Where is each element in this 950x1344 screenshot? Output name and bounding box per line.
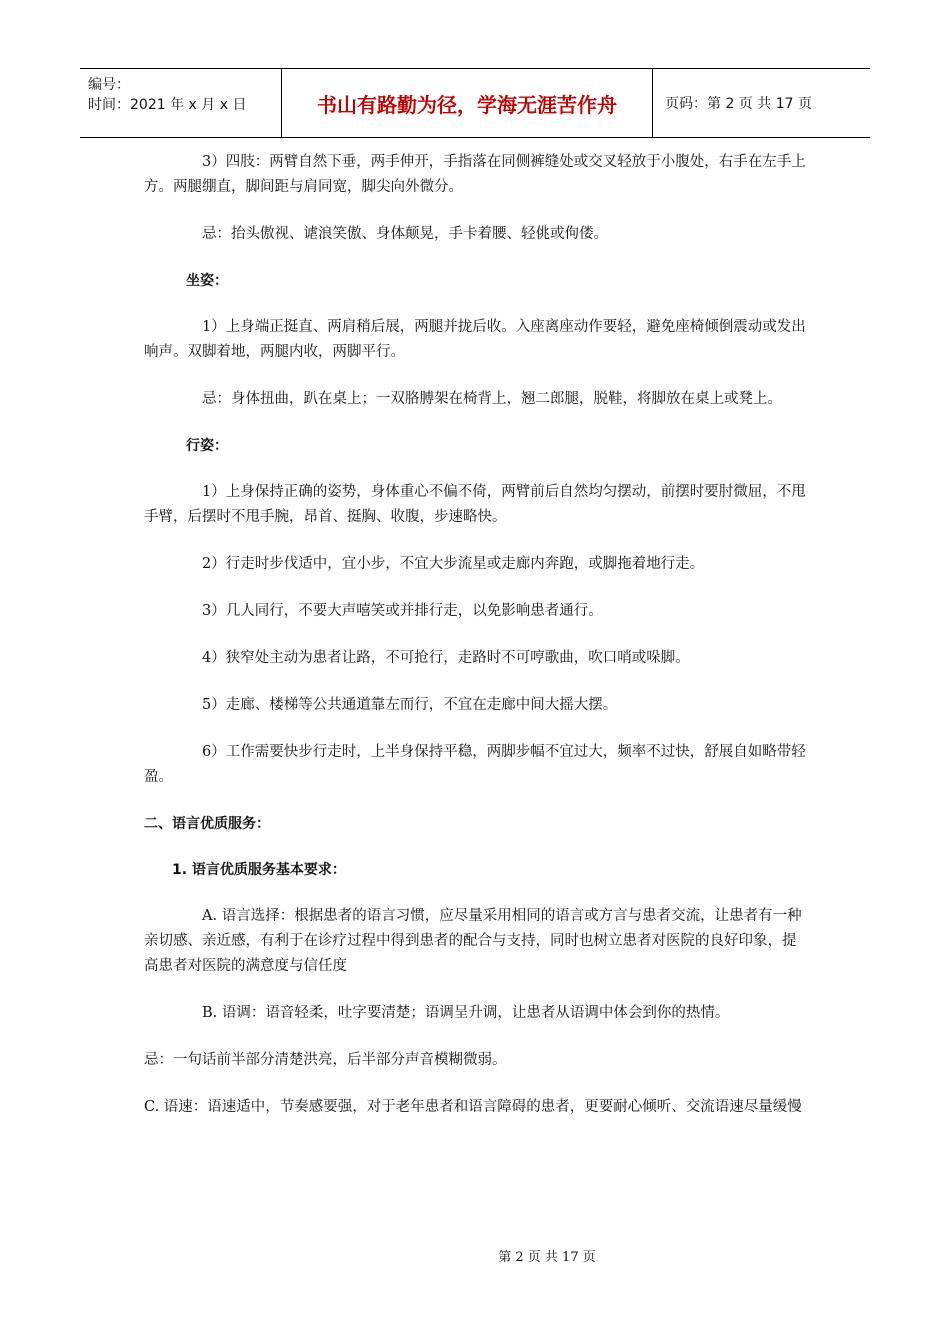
heading-language-service: 二、语言优质服务：: [144, 816, 270, 832]
document-number-label: 编号：: [88, 77, 130, 93]
paragraph-walking-4: 4）狭窄处主动为患者让路，不可抢行，走路时不可哼歌曲，吹口哨或哚脚。: [202, 650, 690, 666]
header-page-info: 页码：第 2 页 共 17 页: [665, 96, 812, 112]
paragraph-intonation: B. 语调：语音轻柔，吐字要清楚；语调呈升调，让患者从语调中体会到你的热情。: [202, 1005, 730, 1021]
paragraph-standing-taboo: 忌：抬头傲视、谑浪笑傲、身体颠晃，手卡着腰、轻佻或佝偻。: [202, 226, 608, 242]
paragraph-walking-1: 1）上身保持正确的姿势，身体重心不偏不倚，两臂前后自然均匀摆动，前摆时要肘微屈，不甩手臂，后摆时不甩手腕，昂首、挺胸、收腹，步速略快。: [144, 484, 806, 525]
paragraph-limbs: 3）四肢：两臂自然下垂，两手伸开，手指落在同侧裤缝处或交叉轻放于小腹处，右手在左手上方。两腿绷直，脚间距与肩同宽，脚尖向外微分。: [144, 154, 806, 195]
paragraph-walking-3: 3）几人同行，不要大声嘻笑或并排行走，以免影响患者通行。: [202, 603, 603, 619]
paragraph-speech-rate: C. 语速：语速适中，节奏感要强，对于老年患者和语言障碍的患者，更要耐心倾听、交流语速尽量缓慢: [144, 1099, 802, 1115]
paragraph-sitting-1: 1）上身端正挺直、两肩稍后展，两腿并拢后收。入座离座动作要轻，避免座椅倾倒震动或发出响声。双脚着地，两腿内收，两脚平行。: [144, 319, 806, 360]
document-date: 时间：2021 年 x 月 x 日: [88, 97, 247, 113]
paragraph-walking-2: 2）行走时步伐适中，宜小步，不宜大步流星或走廊内奔跑，或脚拖着地行走。: [202, 556, 705, 572]
paragraph-walking-6: 6）工作需要快步行走时，上半身保持平稳，两脚步幅不宜过大，频率不过快，舒展自如略带轻盈。: [144, 744, 806, 785]
paragraph-walking-5: 5）走廊、楼梯等公共通道靠左而行，不宜在走廊中间大摇大摆。: [202, 697, 618, 713]
header-meta: [80, 69, 282, 137]
heading-sitting: 坐姿：: [186, 273, 228, 289]
header-motto: 书山有路勤为径，学海无涯苦作舟: [282, 69, 653, 137]
heading-language-requirements: 1. 语言优质服务基本要求：: [172, 862, 346, 878]
page-footer: 第 2 页 共 17 页: [498, 1250, 596, 1265]
paragraph-intonation-taboo: 忌：一句话前半部分清楚洪亮，后半部分声音模糊微弱。: [144, 1052, 507, 1068]
paragraph-sitting-taboo: 忌：身体扭曲，趴在桌上；一双胳膊架在椅背上，翘二郎腿，脱鞋，将脚放在桌上或凳上。: [202, 391, 782, 407]
document-body: [144, 150, 808, 1142]
paragraph-language-choice: A. 语言选择：根据患者的语言习惯，应尽量采用相同的语言或方言与患者交流，让患者有一种亲切感、亲近感，有利于在诊疗过程中得到患者的配合与支持，同时也树立患者对医院的良好印象，提高患者对医院的满意度与信任度: [144, 908, 802, 974]
heading-walking: 行姿：: [186, 438, 228, 454]
page-header: [80, 68, 870, 138]
